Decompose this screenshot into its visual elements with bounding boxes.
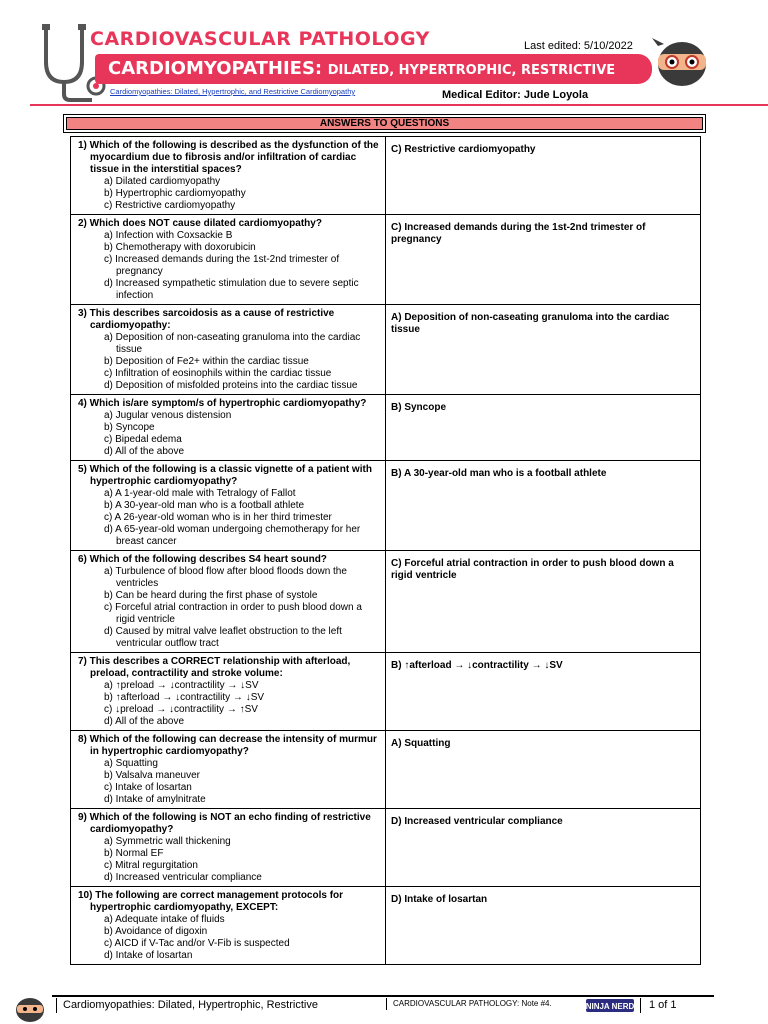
qa-row	[71, 887, 701, 965]
answer-option: d) Intake of losartan	[104, 950, 193, 961]
answer-cell	[386, 395, 701, 461]
qa-row	[71, 215, 701, 305]
correct-answer: B) ↑afterload → ↓contractility → ↓SV	[391, 660, 563, 671]
qa-row	[71, 395, 701, 461]
correct-answer: A) Squatting	[391, 738, 451, 749]
banner-title	[108, 58, 615, 79]
answer-option: a) ↑preload → ↓contractility → ↓SV	[104, 680, 259, 691]
answer-option: b) A 30-year-old man who is a football athlete	[104, 500, 305, 511]
ninja-mascot-icon	[652, 34, 712, 90]
footer-title: Cardiomyopathies: Dilated, Hypertrophic, Restrictive	[56, 998, 318, 1013]
answer-option: b) Avoidance of digoxin	[104, 926, 208, 937]
question-text: 1) Which of the following is described as the dysfunction of the myocardium due to fibrosis and/or infiltration of cardiac tissue in the interstitial spaces?	[78, 140, 379, 175]
question-cell	[71, 887, 386, 965]
answer-option: c) Restrictive cardiomyopathy	[104, 200, 236, 211]
answer-option: a) Turbulence of blood flow after blood floods down the ventricles	[104, 566, 347, 589]
question-cell	[71, 551, 386, 653]
question-text: 10) The following are correct management protocols for hypertrophic cardiomyopathy, EXCEPT:	[78, 890, 344, 913]
answer-option: d) Increased sympathetic stimulation due to severe septic infection	[104, 278, 359, 301]
question-text: 8) Which of the following can decrease the intensity of murmur in hypertrophic cardiomyopathy?	[78, 734, 377, 757]
questions-table	[70, 136, 701, 965]
correct-answer: C) Increased demands during the 1st-2nd trimester of pregnancy	[391, 222, 646, 245]
answer-option: a) Dilated cardiomyopathy	[104, 176, 221, 187]
question-text: 3) This describes sarcoidosis as a cause of restrictive cardiomyopathy:	[78, 308, 335, 331]
question-cell	[71, 731, 386, 809]
answer-option: d) Caused by mitral valve leaflet obstruction to the left ventricular outflow tract	[104, 626, 342, 649]
answer-cell	[386, 215, 701, 305]
question-cell	[71, 137, 386, 215]
answer-option: b) Syncope	[104, 422, 155, 433]
answer-option: b) Normal EF	[104, 848, 164, 859]
answer-option: b) Hypertrophic cardiomyopathy	[104, 188, 246, 199]
qa-row	[71, 461, 701, 551]
answers-header-text: ANSWERS TO QUESTIONS	[66, 117, 703, 130]
answer-option: b) Can be heard during the first phase of systole	[104, 590, 318, 601]
qa-row	[71, 653, 701, 731]
answer-option: a) Jugular venous distension	[104, 410, 232, 421]
answer-option: d) A 65-year-old woman undergoing chemotherapy for her breast cancer	[104, 524, 361, 547]
answer-option: b) Deposition of Fe2+ within the cardiac tissue	[104, 356, 309, 367]
last-edited-date: Last edited: 5/10/2022	[524, 40, 633, 52]
answer-cell	[386, 731, 701, 809]
answer-cell	[386, 887, 701, 965]
question-text: 7) This describes a CORRECT relationship with afterload, preload, contractility and stroke volume:	[78, 656, 351, 679]
question-text: 4) Which is/are symptom/s of hypertrophic cardiomyopathy?	[78, 398, 367, 409]
question-cell	[71, 395, 386, 461]
page-title: CARDIOVASCULAR PATHOLOGY	[90, 28, 430, 50]
answer-option: c) A 26-year-old woman who is in her third trimester	[104, 512, 332, 523]
answer-option: c) Mitral regurgitation	[104, 860, 198, 871]
correct-answer: C) Restrictive cardiomyopathy	[391, 144, 536, 155]
correct-answer: B) A 30-year-old man who is a football athlete	[391, 468, 607, 479]
answer-option: a) Symmetric wall thickening	[104, 836, 231, 847]
footer-ninja-icon	[12, 994, 48, 1024]
page-number: 1 of 1	[640, 998, 677, 1013]
qa-row	[71, 731, 701, 809]
correct-answer: D) Increased ventricular compliance	[391, 816, 563, 827]
answer-option: b) Valsalva maneuver	[104, 770, 200, 781]
answer-option: d) All of the above	[104, 446, 185, 457]
answer-option: a) Squatting	[104, 758, 158, 769]
answer-cell	[386, 137, 701, 215]
question-cell	[71, 305, 386, 395]
answer-option: a) Infection with Coxsackie B	[104, 230, 233, 241]
question-text: 2) Which does NOT cause dilated cardiomyopathy?	[78, 218, 322, 229]
answer-option: c) Forceful atrial contraction in order to push blood down a rigid ventricle	[104, 602, 362, 625]
correct-answer: A) Deposition of non-caseating granuloma into the cardiac tissue	[391, 312, 670, 335]
brand-text: NINJA NERD	[586, 1002, 634, 1011]
answer-option: a) Deposition of non-caseating granuloma into the cardiac tissue	[104, 332, 361, 355]
question-cell	[71, 653, 386, 731]
header-divider	[30, 104, 768, 106]
question-text: 5) Which of the following is a classic vignette of a patient with hypertrophic cardiomyopathy?	[78, 464, 372, 487]
answer-option: c) Infiltration of eosinophils within the cardiac tissue	[104, 368, 332, 379]
answer-option: c) ↓preload → ↓contractility → ↑SV	[104, 704, 258, 715]
answer-cell	[386, 809, 701, 887]
footer-note: CARDIOVASCULAR PATHOLOGY: Note #4.	[386, 998, 552, 1010]
answer-cell	[386, 653, 701, 731]
subtitle-link[interactable]: Cardiomyopathies: Dilated, Hypertrophic, and Restrictive Cardiomyopathy	[110, 87, 356, 96]
answer-option: d) Deposition of misfolded proteins into the cardiac tissue	[104, 380, 358, 391]
answer-option: a) Adequate intake of fluids	[104, 914, 225, 925]
answers-header-bar	[63, 114, 706, 133]
answer-option: c) AICD if V-Tac and/or V-Fib is suspected	[104, 938, 290, 949]
answer-cell	[386, 461, 701, 551]
qa-row	[71, 305, 701, 395]
answer-option: c) Bipedal edema	[104, 434, 182, 445]
answer-option: d) Intake of amylnitrate	[104, 794, 206, 805]
banner-title-main: CARDIOMYOPATHIES:	[108, 58, 323, 79]
answer-cell	[386, 305, 701, 395]
answer-option: a) A 1-year-old male with Tetralogy of Fallot	[104, 488, 296, 499]
question-cell	[71, 215, 386, 305]
question-cell	[71, 461, 386, 551]
answer-option: c) Intake of losartan	[104, 782, 192, 793]
qa-row	[71, 809, 701, 887]
footer-divider	[52, 995, 714, 997]
ninja-nerd-logo-icon	[586, 998, 634, 1014]
qa-row	[71, 137, 701, 215]
question-text: 9) Which of the following is NOT an echo finding of restrictive cardiomyopathy?	[78, 812, 371, 835]
answer-option: c) Increased demands during the 1st-2nd trimester of pregnancy	[104, 254, 340, 277]
answer-cell	[386, 551, 701, 653]
answer-option: d) Increased ventricular compliance	[104, 872, 262, 883]
correct-answer: D) Intake of losartan	[391, 894, 488, 905]
correct-answer: C) Forceful atrial contraction in order to push blood down a rigid ventricle	[391, 558, 674, 581]
medical-editor: Medical Editor: Jude Loyola	[442, 89, 589, 101]
answer-option: b) ↑afterload → ↓contractility → ↓SV	[104, 692, 265, 703]
question-text: 6) Which of the following describes S4 heart sound?	[78, 554, 327, 565]
answer-option: b) Chemotherapy with doxorubicin	[104, 242, 256, 253]
qa-row	[71, 551, 701, 653]
answer-option: d) All of the above	[104, 716, 185, 727]
question-cell	[71, 809, 386, 887]
correct-answer: B) Syncope	[391, 402, 447, 413]
banner-title-sub: DILATED, HYPERTROPHIC, RESTRICTIVE	[327, 63, 616, 78]
